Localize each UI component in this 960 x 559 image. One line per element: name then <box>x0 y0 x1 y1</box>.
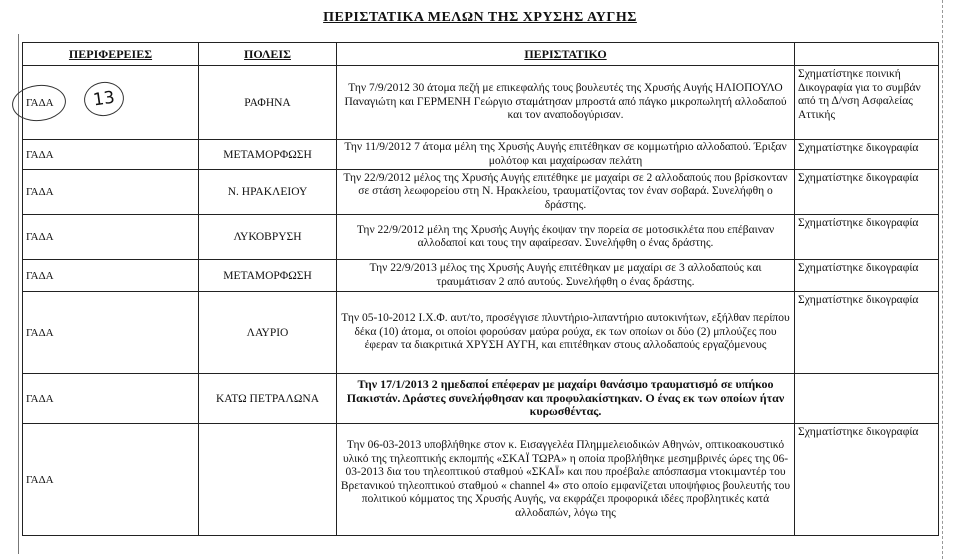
table-row <box>23 170 939 215</box>
table-row <box>23 66 939 140</box>
row-outcome: Σχηματίστηκε ποινική Δικογραφία για το συμβάν από τη Δ/νση Ασφαλείας Αττικής <box>795 66 939 140</box>
row-incident: Την 17/1/2013 2 ημεδαποί επέφεραν με μαχαίρι θανάσιμο τραυματισμό σε υπήκοο Πακιστάν. Δράστες συνελήφθησαν και προφυλακίστηκαν. Ο ένας εκ των οποίων ήταν κυρωσθέντας. <box>337 374 795 424</box>
row-city: ΛΥΚΟΒΡΥΣΗ <box>199 215 337 260</box>
header-region: ΠΕΡΙΦΕΡΕΙΕΣ <box>23 43 199 66</box>
row-incident: Την 05-10-2012 Ι.Χ.Φ. αυτ/το, προσέγγισε πλυντήριο-λιπαντήριο αυτοκινήτων, εξήλθαν περίπου δέκα (10) άτομα, οι οποίοι φορούσαν μαύρα ρούχα, εκ των οποίων οι δύο (2) μπλούζες που έφεραν τα διακριτικά ΧΡΥΣΗ ΑΥΓΗ, και επιτέθηκαν στους αλλοδαπούς εργαζόμενους <box>337 292 795 374</box>
row-incident: Την 22/9/2012 μέλη της Χρυσής Αυγής έκοψαν την πορεία σε μοτοσικλέτα που επέβαιναν αλλοδαποί και τους την αφαίρεσαν. Συνελήφθη ο ένας δράστης. <box>337 215 795 260</box>
table-row <box>23 215 939 260</box>
document-title: ΠΕΡΙΣΤΑΤΙΚΑ ΜΕΛΩΝ ΤΗΣ ΧΡΥΣΗΣ ΑΥΓΗΣ <box>323 10 637 25</box>
row-city <box>199 424 337 536</box>
row-incident: Την 11/9/2012 7 άτομα μέλη της Χρυσής Αυγής επιτέθηκαν σε κομμωτήριο αλλοδαπού. Έριξαν μολότοφ και μαχαίρωσαν πελάτη <box>337 140 795 170</box>
row-city: ΚΑΤΩ ΠΕΤΡΑΛΩΝΑ <box>199 374 337 424</box>
row-outcome <box>795 374 939 424</box>
row-region: ΓΑΔΑ <box>23 66 199 140</box>
table-row <box>23 292 939 374</box>
row-region: ΓΑΔΑ <box>23 260 199 292</box>
row-incident: Την 22/9/2013 μέλος της Χρυσής Αυγής επιτέθηκαν με μαχαίρι σε 3 αλλοδαπούς και τραυμάτισαν 2 από αυτούς. Συνελήφθη ο ένας δράστης. <box>337 260 795 292</box>
row-outcome: Σχηματίστηκε δικογραφία <box>795 260 939 292</box>
row-region: ΓΑΔΑ <box>23 292 199 374</box>
table-row <box>23 140 939 170</box>
table-header-row <box>23 43 939 66</box>
table-row <box>23 374 939 424</box>
row-incident: Την 06-03-2013 υποβλήθηκε στον κ. Εισαγγελέα Πλημμελειοδικών Αθηνών, οπτικοακουστικό υλικό της τηλεοπτικής εκπομπής «ΣΚΑΪ ΤΩΡΑ» η οποία προβλήθηκε μεσημβρινές ώρες της 06-03-2013 δια του τηλεοπτικού σταθμού «ΣΚΑΪ» και που προέβαλε απόσπασμα ντοκιμαντέρ του Βρετανικού τηλεοπτικού σταθμού « channel 4» στο οποίο εμφανίζεται υποψήφιος βουλευτής του πολιτικού κόμματος της Χρυσής Αυγής, να εκφράζει προφορικά ιδέες προβλητικές κατά αλλοδαπών, λόγω της <box>337 424 795 536</box>
row-city: ΜΕΤΑΜΟΡΦΩΣΗ <box>199 140 337 170</box>
row-city: ΛΑΥΡΙΟ <box>199 292 337 374</box>
table-row <box>23 424 939 536</box>
row-region: ΓΑΔΑ <box>23 140 199 170</box>
header-city: ΠΟΛΕΙΣ <box>199 43 337 66</box>
row-incident: Την 7/9/2012 30 άτομα πεζή με επικεφαλής τους βουλευτές της Χρυσής Αυγής ΗΛΙΟΠΟΥΛΟ Παναγιώτη και ΓΕΡΜΕΝΗ Γεώργιο σταμάτησαν μπροστά από πάγκο μικροπωλητή αλλοδαπού και τον αναποδογύρισαν. <box>337 66 795 140</box>
row-outcome: Σχηματίστηκε δικογραφία <box>795 170 939 215</box>
row-city: ΡΑΦΗΝΑ <box>199 66 337 140</box>
handwritten-page-number: 13 <box>82 79 126 118</box>
header-incident: ΠΕΡΙΣΤΑΤΙΚΟ <box>337 43 795 66</box>
incidents-table <box>22 42 939 536</box>
row-region: ΓΑΔΑ <box>23 170 199 215</box>
row-region: ΓΑΔΑ <box>23 374 199 424</box>
row-outcome: Σχηματίστηκε δικογραφία <box>795 292 939 374</box>
table-row <box>23 260 939 292</box>
row-outcome: Σχηματίστηκε δικογραφία <box>795 215 939 260</box>
scan-edge-right <box>942 0 943 559</box>
row-incident: Την 22/9/2012 μέλος της Χρυσής Αυγής επιτέθηκε με μαχαίρι σε 2 αλλοδαπούς που βρίσκονταν σε στάση λεωφορείου στη Ν. Ηρακλείου, τραυματίζοντας τον έναν σοβαρά. Συνελήφθη ο δράστης. <box>337 170 795 215</box>
row-outcome: Σχηματίστηκε δικογραφία <box>795 140 939 170</box>
row-city: Ν. ΗΡΑΚΛΕΙΟΥ <box>199 170 337 215</box>
row-region: ΓΑΔΑ <box>23 215 199 260</box>
header-outcome <box>795 43 939 66</box>
row-outcome: Σχηματίστηκε δικογραφία <box>795 424 939 536</box>
row-city: ΜΕΤΑΜΟΡΦΩΣΗ <box>199 260 337 292</box>
row-region: ΓΑΔΑ <box>23 424 199 536</box>
